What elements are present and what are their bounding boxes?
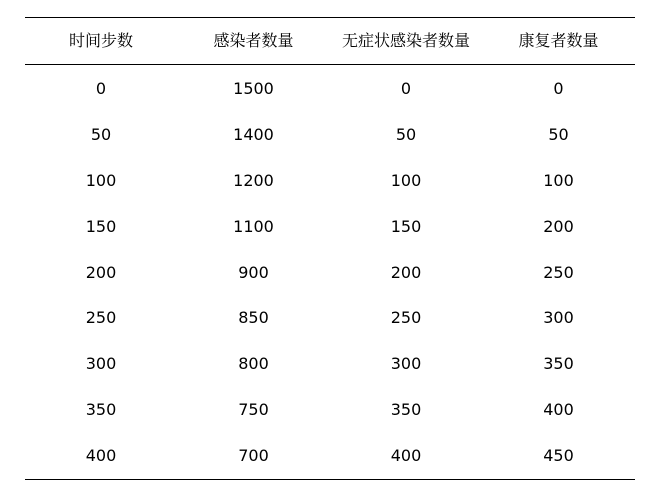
table-cell-infected: 1200: [233, 170, 274, 190]
table-row: [25, 387, 635, 433]
table-row: [25, 295, 635, 341]
table-cell-time-step: 400: [85, 446, 117, 466]
table-cell-time-step: 50: [90, 124, 112, 144]
table-cell-asymptomatic: 0: [400, 78, 412, 98]
table-cell-time-step: 350: [85, 400, 117, 420]
table-cell-infected: 1500: [233, 78, 274, 98]
table-cell-asymptomatic: 250: [390, 308, 422, 328]
table-cell-asymptomatic: 150: [390, 216, 422, 236]
table-cell-recovered: 350: [543, 354, 574, 374]
table-cell-infected: 900: [238, 262, 269, 282]
table-row: [25, 66, 635, 112]
table-cell-infected: 800: [238, 354, 269, 374]
table-cell-asymptomatic: 100: [390, 170, 422, 190]
table-cell-infected: 850: [238, 308, 269, 328]
table-cell-time-step: 0: [95, 78, 107, 98]
table-cell-recovered: 450: [543, 446, 574, 466]
table-cell-recovered: 300: [543, 308, 574, 328]
table-cell-infected: 1400: [233, 124, 274, 144]
table-row: [25, 158, 635, 204]
table-cell-time-step: 200: [85, 262, 117, 282]
table-cell-recovered: 100: [543, 170, 574, 190]
table-cell-asymptomatic: 300: [390, 354, 422, 374]
table-body: [25, 65, 635, 479]
table-cell-time-step: 250: [85, 308, 117, 328]
header-cell-time-step: 时间步数: [68, 31, 133, 50]
header-cell-asymptomatic: 无症状感染者数量: [341, 31, 470, 50]
table-cell-asymptomatic: 400: [390, 446, 422, 466]
table-cell-asymptomatic: 350: [390, 400, 422, 420]
table-cell-asymptomatic: 200: [390, 262, 422, 282]
table-bottom-rule: [25, 479, 635, 480]
table-row: [25, 433, 635, 479]
table-row: [25, 112, 635, 158]
table-cell-recovered: 400: [543, 400, 574, 420]
table-cell-infected: 750: [238, 400, 269, 420]
header-cell-recovered: 康复者数量: [518, 31, 599, 50]
table-cell-recovered: 50: [548, 124, 569, 144]
table-cell-infected: 1100: [233, 216, 274, 236]
table-cell-time-step: 300: [85, 354, 117, 374]
table-cell-time-step: 150: [85, 216, 117, 236]
table-cell-time-step: 100: [85, 170, 117, 190]
table-cell-recovered: 200: [543, 216, 574, 236]
table-row: [25, 341, 635, 387]
header-cell-infected: 感染者数量: [213, 31, 294, 50]
data-table: [25, 17, 635, 480]
table-row: [25, 250, 635, 296]
table-cell-recovered: 0: [553, 78, 564, 98]
table-cell-asymptomatic: 50: [395, 124, 417, 144]
table-header-row: [25, 18, 635, 64]
table-cell-recovered: 250: [543, 262, 574, 282]
table-row: [25, 204, 635, 250]
table-cell-infected: 700: [238, 446, 269, 466]
